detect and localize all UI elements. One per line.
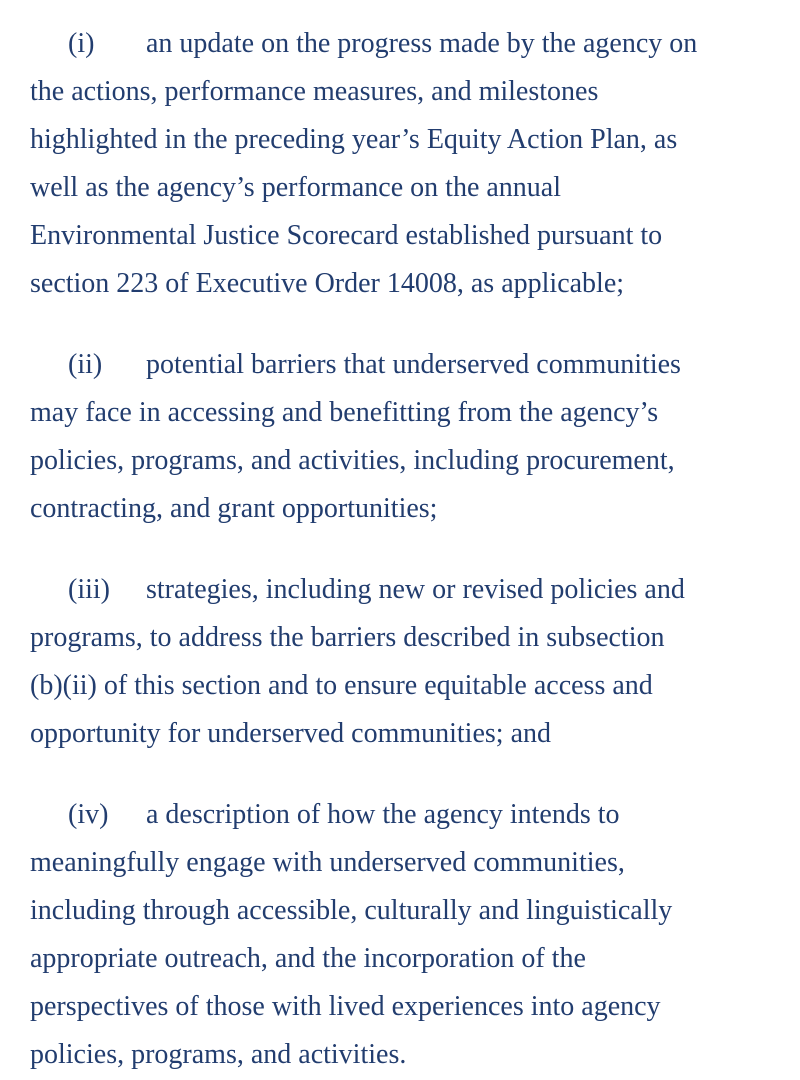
- paragraph-line: [30, 791, 770, 839]
- line-text: an update on the progress made by the agency on: [146, 28, 698, 59]
- paragraph-line: perspectives of those with lived experiences into agency: [30, 991, 661, 1022]
- paragraph-line: highlighted in the preceding year’s Equity Action Plan, as: [30, 124, 678, 155]
- paragraph-line: policies, programs, and activities, including procurement,: [30, 445, 675, 476]
- line-text: a description of how the agency intends to: [146, 799, 620, 830]
- clause-number: (i): [68, 28, 95, 59]
- paragraph-line: opportunity for underserved communities; and: [30, 718, 551, 749]
- paragraph-line: the actions, performance measures, and milestones: [30, 76, 599, 107]
- paragraph-line: (b)(ii) of this section and to ensure equitable access and: [30, 670, 653, 701]
- clause-number: (ii): [68, 349, 103, 380]
- paragraph-line: well as the agency’s performance on the annual: [30, 172, 562, 203]
- paragraph-line: Environmental Justice Scorecard established pursuant to: [30, 220, 663, 251]
- paragraph-line: may face in accessing and benefitting from the agency’s: [30, 397, 659, 428]
- paragraph-line: meaningfully engage with underserved communities,: [30, 847, 625, 878]
- paragraph-line: contracting, and grant opportunities;: [30, 493, 438, 524]
- clause-number: (iii): [68, 574, 110, 605]
- clause-number: (iv): [68, 799, 109, 830]
- clause-i-paragraph: [30, 20, 770, 308]
- paragraph-line: [30, 566, 770, 614]
- clause-ii-paragraph: [30, 341, 770, 533]
- line-text: strategies, including new or revised policies and: [146, 574, 685, 605]
- line-text: potential barriers that underserved communities: [146, 349, 681, 380]
- paragraph-line: [30, 341, 770, 389]
- paragraph-line: section 223 of Executive Order 14008, as applicable;: [30, 268, 625, 299]
- paragraph-line: programs, to address the barriers described in subsection: [30, 622, 665, 653]
- paragraph-line: including through accessible, culturally and linguistically: [30, 895, 673, 926]
- clause-iii-paragraph: [30, 566, 770, 758]
- paragraph-line: [30, 20, 770, 68]
- paragraph-line: appropriate outreach, and the incorporation of the: [30, 943, 586, 974]
- clause-iv-paragraph: [30, 791, 770, 1079]
- paragraph-line: policies, programs, and activities.: [30, 1039, 407, 1070]
